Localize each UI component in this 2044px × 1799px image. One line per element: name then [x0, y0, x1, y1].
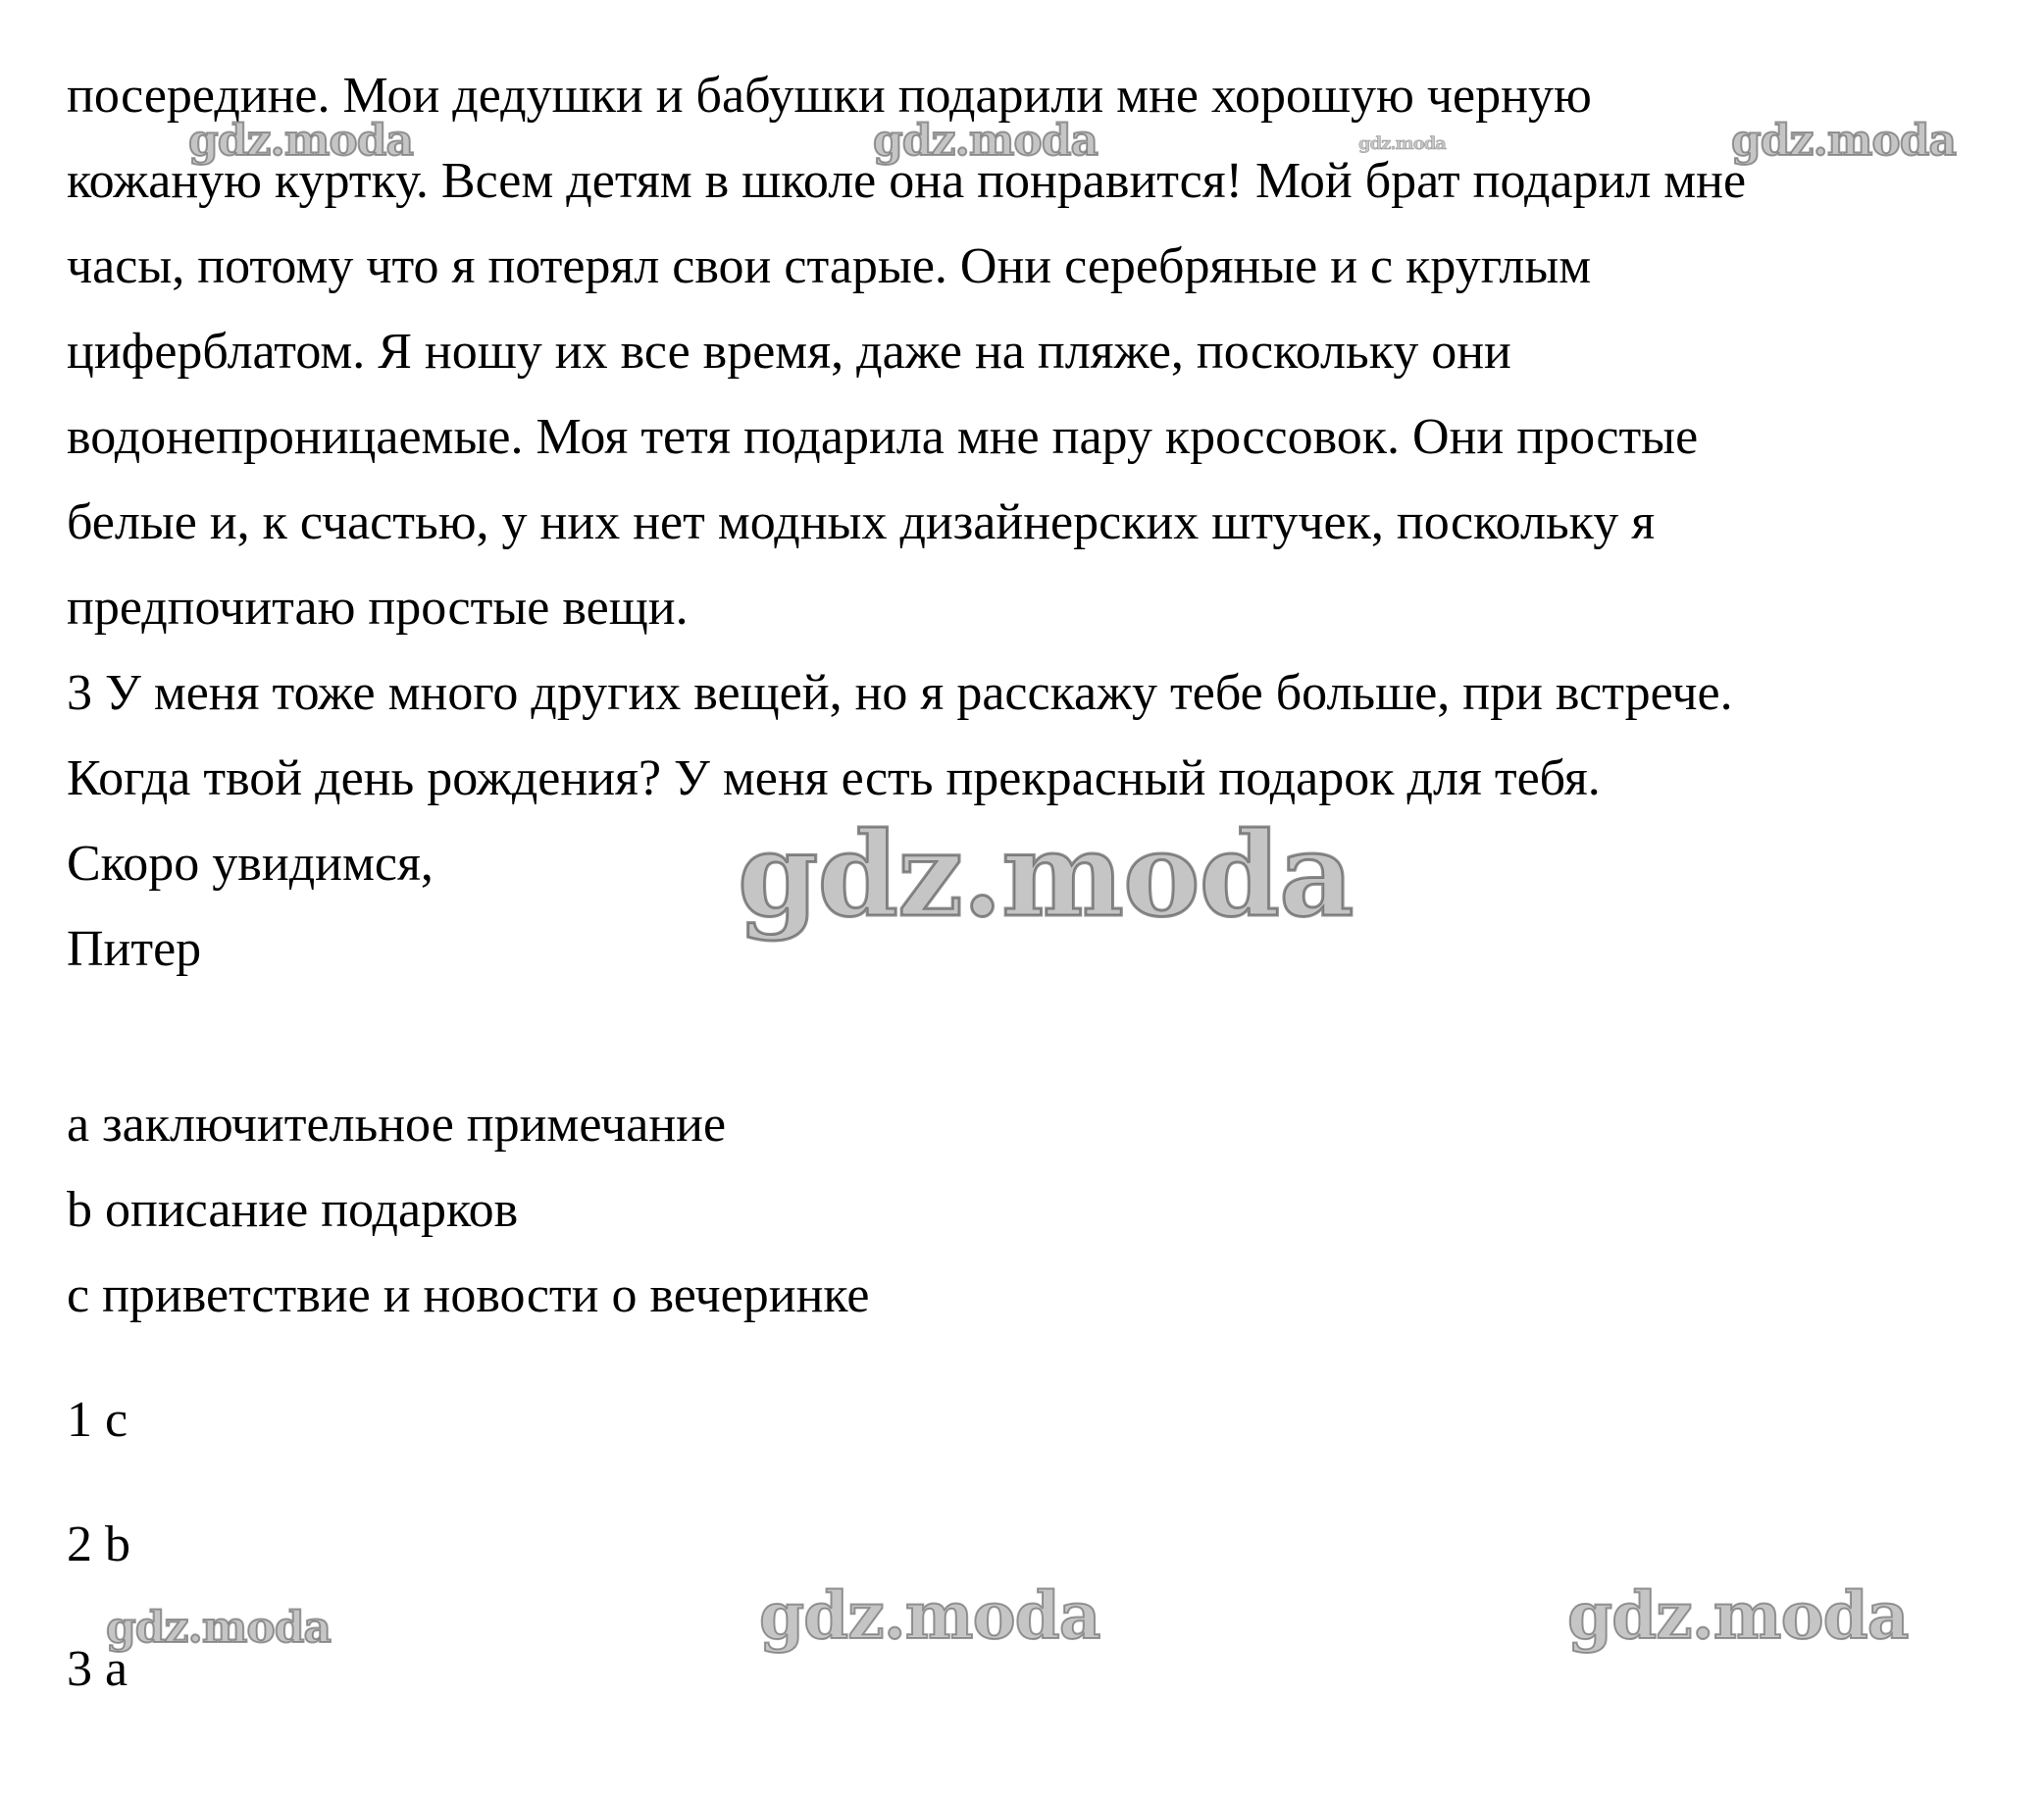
answer-2: 2 b — [67, 1516, 130, 1572]
letter-closing: Скоро увидимся, — [67, 836, 434, 892]
watermark: gdz.moda — [1567, 1577, 1909, 1654]
option-b: b описание подарков — [67, 1182, 519, 1238]
option-a: a заключительное примечание — [67, 1097, 727, 1153]
letter-line-9: Когда твой день рождения? У меня есть прекрасный подарок для тебя. — [67, 750, 1601, 806]
letter-line-8: 3 У меня тоже много других вещей, но я расскажу тебе больше, при встрече. — [67, 665, 1733, 721]
answer-1: 1 c — [67, 1392, 128, 1448]
watermark: gdz.moda — [1358, 133, 1446, 154]
letter-line-5: водонепроницаемые. Моя тетя подарила мне пару кроссовок. Они простые — [67, 409, 1699, 465]
answer-3: 3 a — [67, 1641, 128, 1697]
watermark: gdz.moda — [759, 1577, 1100, 1654]
letter-line-4: циферблатом. Я ношу их все время, даже на пляже, поскольку они — [67, 324, 1511, 380]
watermark: gdz.moda — [738, 806, 1354, 943]
letter-line-6: белые и, к счастью, у них нет модных дизайнерских штучек, поскольку я — [67, 494, 1656, 550]
letter-line-2: кожаную куртку. Всем детям в школе она понравится! Мой брат подарил мне — [67, 153, 1747, 209]
letter-line-3: часы, потому что я потерял свои старые. Они серебряные и с круглым — [67, 238, 1592, 294]
watermark: gdz.moda — [106, 1603, 332, 1653]
letter-signature: Питер — [67, 921, 202, 977]
watermark: gdz.moda — [873, 116, 1099, 166]
watermark: gdz.moda — [188, 116, 414, 166]
watermark: gdz.moda — [1731, 116, 1957, 166]
letter-line-7: предпочитаю простые вещи. — [67, 580, 689, 636]
option-c: c приветствие и новости о вечеринке — [67, 1267, 870, 1323]
letter-line-1: посередине. Мои дедушки и бабушки подарили мне хорошую черную — [67, 68, 1592, 124]
